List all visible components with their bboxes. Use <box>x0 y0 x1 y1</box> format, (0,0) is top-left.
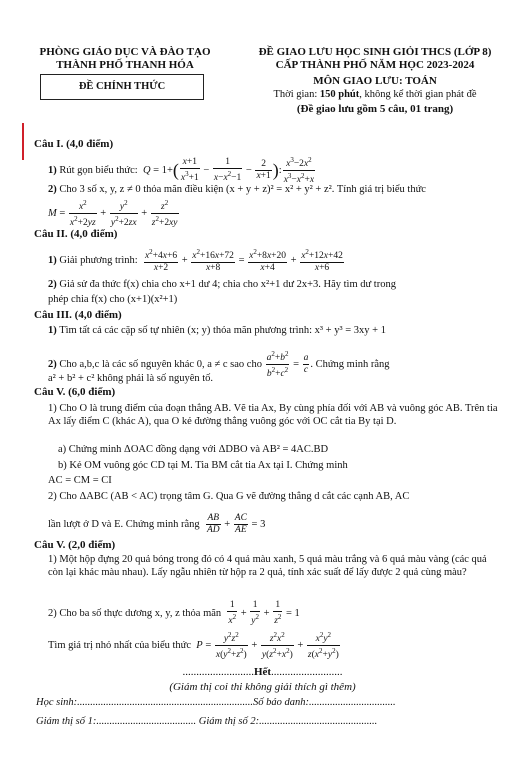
department-line-1: PHÒNG GIÁO DỤC VÀ ĐÀO TẠO <box>39 46 211 58</box>
time-value: 150 phút <box>319 89 360 100</box>
end-mark: ..........................Hết.......................... <box>182 666 343 678</box>
q1-1-text: Rút gọn biểu thức: <box>59 165 138 177</box>
question-4-2: 2) Cho ΔABC (AB < AC) trọng tâm G. Qua G vẽ đường thẳng d cắt các cạnh AB, AC <box>48 491 410 502</box>
q3-2-text: Cho a,b,c là các số nguyên khác 0, a ≠ c sao cho <box>59 359 262 371</box>
question-4-1b-line2: AC = CM = CI <box>48 475 112 486</box>
question-4-1a: a) Chứng minh ΔOAC đồng dạng với ΔDBO và AB² = 4AC.BD <box>58 444 329 455</box>
question-3-2: 2) Cho a,b,c là các số nguyên khác 0, a ≠ c sao cho $\frac{a^2+b^2}{b^2+c^2}$ = $\frac{a}{c}$ . Chứng minh rằng <box>48 350 390 380</box>
question-3-1 <box>48 324 386 337</box>
q2-1-text: Giải phương trình: <box>59 254 138 266</box>
question-1-title: Câu I. (4,0 điểm) <box>34 138 114 150</box>
q3-1-text: Tìm tất cả các cặp số tự nhiên (x; y) thỏa mãn phương trình: x³ + y³ = 3xy + 1 <box>59 325 386 336</box>
q3-2-label: 2) <box>48 359 57 371</box>
q2-2-label: 2) <box>48 279 57 290</box>
proctor-line: Giám thị số 1:...................................... Giám thị số 2:............................................. <box>36 716 378 727</box>
proctor-1-label: Giám thị số 1: <box>36 716 97 727</box>
q1-2-text: Cho 3 số x, y, z ≠ 0 thỏa mãn điều kiện (x + y + z)² = x² + y² + z². Tính giá trị biểu thức <box>59 184 426 195</box>
question-1-2-formula: M = $\frac{x^2}{x^2+2yz}$ + $\frac{y^2}{y^2+2zx}$ + $\frac{z^2}{z^2+2xy}$ <box>48 199 178 229</box>
exam-title-line-2: CẤP THÀNH PHỐ NĂM HỌC 2023-2024 <box>275 59 475 71</box>
q5-2-text2: Tìm giá trị nhỏ nhất của biểu thức <box>48 640 192 652</box>
question-3-title: Câu III. (4,0 điểm) <box>34 309 122 321</box>
end-mark-text: Hết <box>253 666 272 678</box>
exam-structure: (Đề giao lưu gồm 5 câu, 01 trang) <box>296 103 454 115</box>
question-5-1: 1) Một hộp đựng 20 quả bóng trong đó có 4 quả màu xanh, 5 quả màu trắng và 6 quả màu vàng (các quả còn lại khác màu nhau). Lấy ngẫu nhiên từ hộp ra 2 quả, tính xác suất để lấy được 2 quả cùng màu? <box>48 554 487 578</box>
candidate-line: Học sinh:...................................................................Số báo danh:................................. <box>36 697 396 708</box>
question-4-2-line2: lần lượt ở D và E. Chứng minh rằng $\frac{AB}{AD}$ + $\frac{AC}{AE}$ = 3 <box>48 513 266 535</box>
time-suffix: , không kể thời gian phát đề <box>359 89 477 100</box>
question-5-2-line2: Tìm giá trị nhỏ nhất của biểu thức P = $\frac{y^2z^2}{x(y^2+z^2)}$ + $\frac{z^2x^2}{y(z^2+x^2)}$ + $\frac{x^2y^2}{z(x^2+y^2)}$ <box>48 631 339 661</box>
official-label-box: ĐỀ CHÍNH THỨC <box>40 74 204 100</box>
q4-2-text2: lần lượt ở D và E. Chứng minh rằng <box>48 518 200 530</box>
candidate-label: Học sinh: <box>36 697 78 708</box>
question-2-2 <box>48 278 396 291</box>
subject-line: MÔN GIAO LƯU: TOÁN <box>313 75 437 87</box>
question-2-title: Câu II. (4,0 điểm) <box>34 228 118 240</box>
department-line-2: THÀNH PHỐ THANH HÓA <box>56 59 194 71</box>
proctor-2-label: Giám thị số 2: <box>198 716 260 727</box>
question-4-title: Câu V. (6,0 điểm) <box>34 386 116 398</box>
id-label: Số báo danh: <box>253 697 309 708</box>
exam-title-line-1: ĐỀ GIAO LƯU HỌC SINH GIỎI THCS (LỚP 8) <box>258 46 492 58</box>
time-prefix: Thời gian: <box>273 89 320 100</box>
q1-2-label: 2) <box>48 184 57 195</box>
red-margin-mark <box>22 123 24 160</box>
proctor-note: (Giám thị coi thi không giải thích gì thêm) <box>169 681 356 693</box>
q1-1-label: 1) <box>48 165 57 177</box>
q3-1-label: 1) <box>48 325 57 336</box>
question-5-title: Câu V. (2,0 điểm) <box>34 539 116 551</box>
question-4-1: 1) Cho O là trung điểm của đoạn thẳng AB. Vẽ tia Ax, By cùng phía đối với AB và vuông góc AB. Trên tia Ax lấy điểm C (khác A), qua O kẻ đường thẳng vuông góc với OC cắt tia By tại D. <box>48 403 498 427</box>
question-5-2: 2) Cho ba số thực dương x, y, z thỏa mãn $\frac{1}{x^2}$ + $\frac{1}{y^2}$ + $\frac{1}{z^2}$ = 1 <box>48 600 300 627</box>
time-line <box>225 89 525 100</box>
q5-2-text: 2) Cho ba số thực dương x, y, z thỏa mãn <box>48 607 222 619</box>
question-1-1: 1) Rút gọn biểu thức: Q = 1+( $\frac{x+1}{x^3+1}$ − $\frac{1}{x-x^2-1}$ − $\frac{2}{x+1}$ ): $\frac{x^3-2x^2}{x^3-x^2+x}$ <box>48 156 315 186</box>
q2-2-text: Giả sử đa thức f(x) chia cho x+1 dư 4; chia cho x²+1 dư 2x+3. Hãy tìm dư trong <box>59 279 396 290</box>
question-2-2-line2: phép chia f(x) cho (x+1)(x²+1) <box>48 294 178 305</box>
question-1-2 <box>48 183 426 196</box>
question-4-1b: b) Kẻ OM vuông góc CD tại M. Tia BM cắt tia Ax tại I. Chứng minh <box>58 460 348 471</box>
q3-2-text-end: . Chứng minh rằng <box>310 359 390 371</box>
question-3-2-line2: a² + b² + c² không phải là số nguyên tố. <box>48 373 214 384</box>
q2-1-label: 1) <box>48 254 57 266</box>
question-2-1: 1) Giải phương trình: $\frac{x^2+4x+6}{x+2}$ + $\frac{x^2+16x+72}{x+8}$ = $\frac{x^2+8x+20}{x+4}$ + $\frac{x^2+12x+42}{x+6}$ <box>48 248 343 274</box>
